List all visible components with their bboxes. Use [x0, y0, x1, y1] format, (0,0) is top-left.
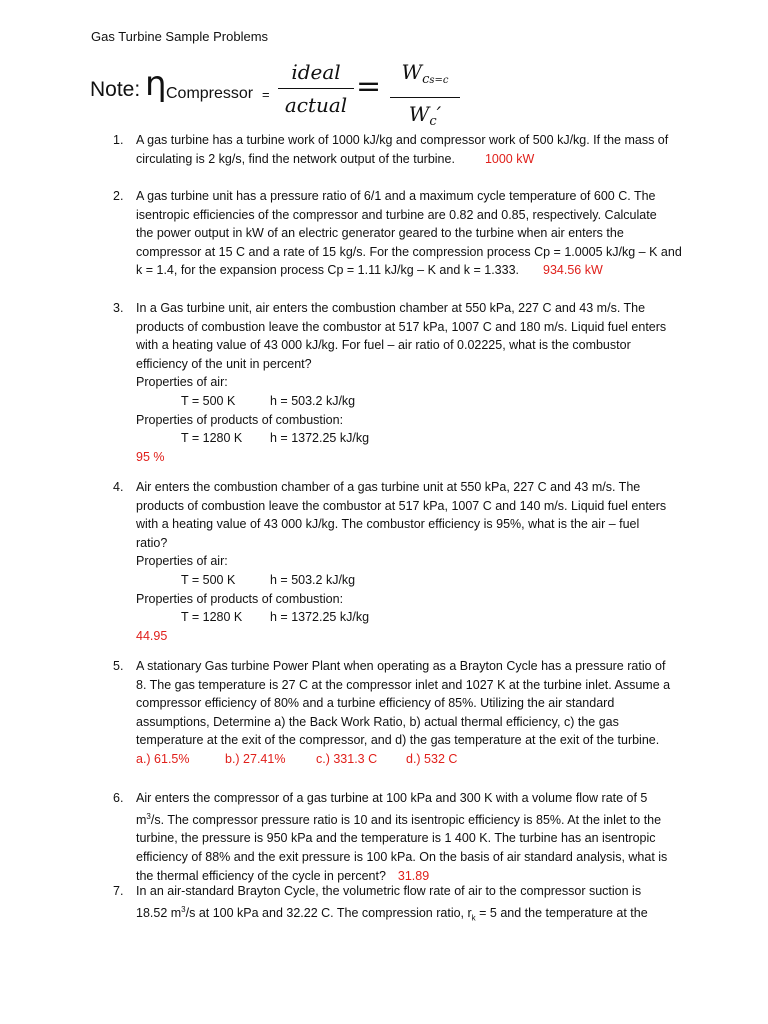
fraction-numerator-work: $W_{cs=c}$ [401, 60, 449, 87]
problem-text: A gas turbine has a turbine work of 1000 kJ/kg and compressor work of 500 kJ/kg. If the mass of circulating is 2 kg/s, find the network output of the turbine. 1000 kW [136, 133, 669, 166]
equals-sign-large: = [356, 69, 382, 104]
answers-row [136, 750, 676, 769]
problem-text: In an air-standard Brayton Cycle, the volumetric flow rate of air to the compressor suction is 18.52 $m^3/s$ at 100 kPa and 32.22 C. The compression ratio, $r_k = 5$ and the temperature at the [136, 884, 648, 923]
air-properties-label: Properties of air: [136, 375, 228, 390]
answer: 1000 kW [484, 151, 535, 166]
answer: 934.56 kW [543, 263, 603, 278]
products-properties-label: Properties of products of combustion: [136, 412, 344, 427]
problem-number: 7. [113, 884, 124, 898]
problem-number: 3. [113, 301, 124, 315]
fraction-numerator: ideal [291, 60, 341, 84]
problem-number: 5. [113, 659, 124, 673]
fraction-denominator-work: $W_c'$ [408, 102, 442, 129]
page-title: Gas Turbine Sample Problems [91, 29, 269, 44]
products-properties-label: Properties of products of combustion: [136, 591, 344, 606]
problem-text: A gas turbine unit has a pressure ratio of 6/1 and a maximum cycle temperature of 600 C. The isentropic efficiencies of the compressor and turbine are 0.82 and 0.85, respectively. Calculate the power output in kW of an electric generator geared to the turbine when air enters the compressor at 15 C and a rate of 15 kg/s. For the compression process Cp = 1.0005 kJ/kg – K and k = 1.4, for the expansion process Cp = 1.11 kJ/kg – K and k = 1.333. 934.56 kW [136, 189, 682, 278]
problem-number: 2. [113, 189, 124, 203]
problem-text: A stationary Gas turbine Power Plant when operating as a Brayton Cycle has a pressure ratio of 8. The gas temperature is 27 C at the compressor inlet and 1027 K at the turbine inlet. Assume a compressor efficiency of 80% and a turbine efficiency of 85%. Utilizing the air standard assumptions, Determine a) the Back Work Ratio, b) actual thermal efficiency, c) the gas temperature at the exit of the compressor, and d) the gas temperature at the exit of the turbine. a.) 61.5% b.) 27.41% c.) 331.3 C d.) 532 C [136, 657, 676, 769]
problem-number: 1. [113, 133, 124, 147]
note-label: Note: [90, 78, 141, 101]
equals-sign: = [262, 87, 270, 102]
work-ratio-fraction [390, 58, 460, 136]
problem-text: Air enters the compressor of a gas turbine at 100 kPa and 300 K with a volume flow rate of 5 $m^3/s$. The compressor pressure ratio is 10 and its isentropic efficiency is 85%. At the inlet to the turbine, the pressure is 950 kPa and the temperature is 1 400 K. The turbine has an isentropic efficiency of 88% and the exit pressure is 100 kPa. On the basis of air standard analysis, what is the thermal efficiency of the cycle in percent? 31.89 [136, 791, 668, 883]
answer: 95 % [136, 449, 165, 464]
fraction-denominator: actual [284, 93, 348, 117]
answer-d: d.) 532 C [406, 751, 458, 766]
problem-text: Air enters the combustion chamber of a gas turbine unit at 550 kPa, 227 C and 43 m/s. The products of combustion leave the combustor at 517 kPa, 1007 C and 140 m/s. Liquid fuel enters with a heating value of 43 000 kJ/kg. The combustor efficiency is 95%, what is the air – fuel ratio? Properties of air: T = 500 K h = 503.2 kJ/kg Properties of products of combustion: T = 1280 K h = 1372.25 kJ/kg 44.95 [136, 478, 676, 645]
ideal-over-actual-fraction [278, 58, 354, 119]
air-properties-label: Properties of air: [136, 554, 228, 569]
answer: 44.95 [136, 628, 168, 643]
eta-subscript: Compressor [166, 85, 254, 102]
fraction-bar-work [390, 97, 460, 98]
answer-c: c.) 331.3 C [316, 751, 378, 766]
answer-b: b.) 27.41% [225, 751, 286, 766]
problem-text: In a Gas turbine unit, air enters the combustion chamber at 550 kPa, 227 C and 43 m/s. The products of combustion leave the combustor at 517 kPa, 1007 C and 180 m/s. Liquid fuel enters with a heating value of 43 000 kJ/kg. For fuel – air ratio of 0.02225, what is the combustor efficiency of the unit in percent? Properties of air: T = 500 K h = 503.2 kJ/kg Properties of products of combustion: T = 1280 K h = 1372.25 kJ/kg 95 % [136, 299, 676, 466]
eta-symbol: η [145, 64, 167, 104]
compressor-efficiency-note [90, 58, 690, 129]
problem-number: 6. [113, 791, 124, 805]
answer-a: a.) 61.5% [136, 751, 190, 766]
fraction-bar [278, 88, 354, 89]
answer: 31.89 [397, 868, 430, 883]
problem-number: 4. [113, 480, 124, 494]
